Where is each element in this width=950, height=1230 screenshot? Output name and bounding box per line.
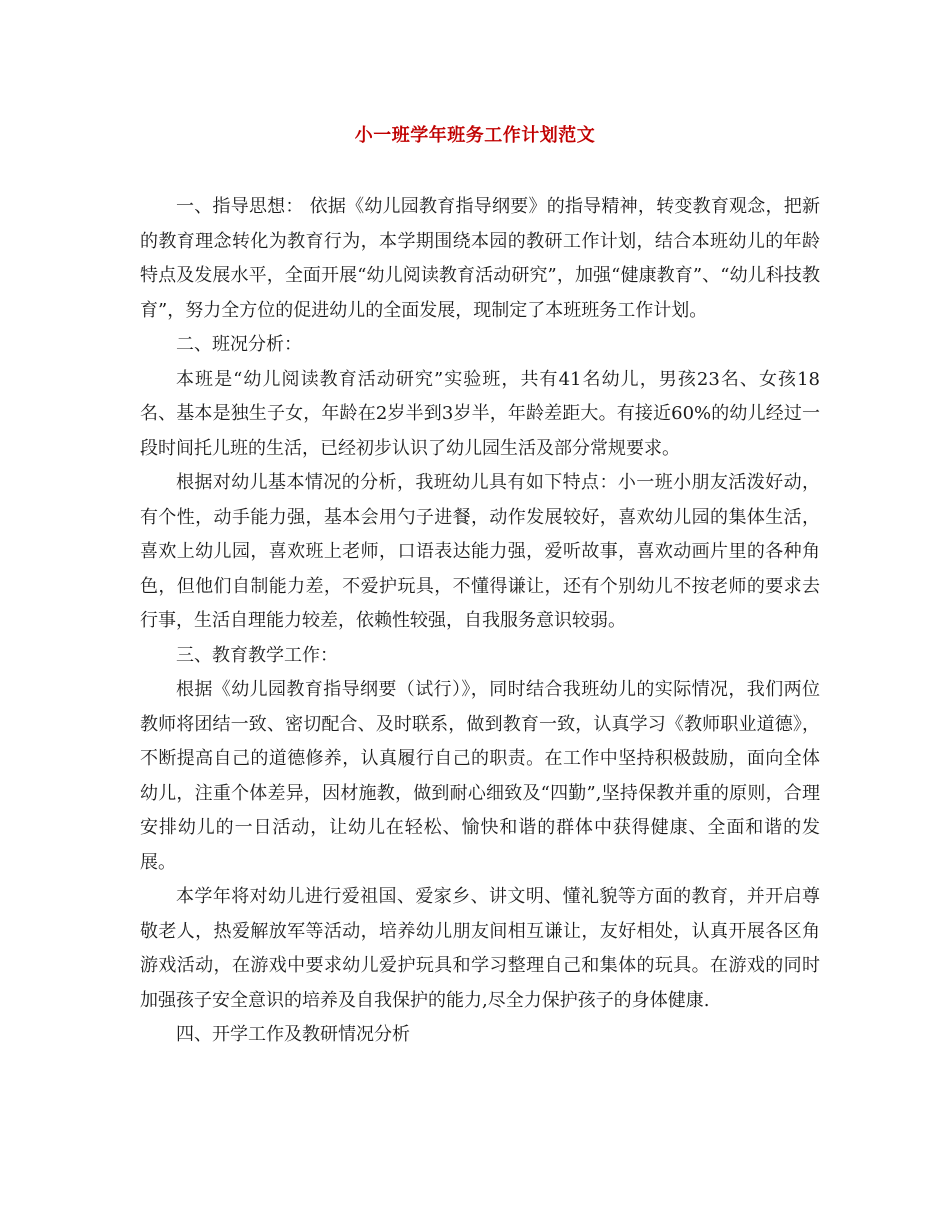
heading-opening-work: 四、开学工作及教研情况分析	[176, 1024, 410, 1045]
paragraph-year-education: 本学年将对幼儿进行爱祖国、爱家乡、讲文明、懂礼貌等方面的教育，并开启尊敬老人，热爱解放军等活动，培养幼儿朋友间相互谦让，友好相处，认真开展各区角游戏活动，在游戏中要求幼儿爱护玩具和学习整理自己和集体的玩具。在游戏的同时加强孩子安全意识的培养及自我保护的能力,尽全力保护孩子的身体健康.	[140, 886, 820, 1011]
paragraph-class-overview: 本班是“幼儿阅读教育活动研究”实验班，共有41名幼儿，男孩23名、女孩18名、基本是独生子女，年龄在2岁半到3岁半，年龄差距大。有接近60%的幼儿经过一段时间托儿班的生活，已经初步认识了幼儿园生活及部分常规要求。	[140, 368, 820, 459]
heading-class-analysis: 二、班况分析：	[176, 334, 302, 355]
document-body	[140, 190, 820, 1053]
paragraph-guiding-thought: 一、指导思想： 依据《幼儿园教育指导纲要》的指导精神，转变教育观念，把新的教育理念转化为教育行为，本学期围绕本园的教研工作计划，结合本班幼儿的年龄特点及发展水平，全面开展“幼儿阅读教育活动研究”，加强“健康教育”、“幼儿科技教育”，努力全方位的促进幼儿的全面发展，现制定了本班班务工作计划。	[140, 196, 820, 321]
paragraph-child-characteristics: 根据对幼儿基本情况的分析，我班幼儿具有如下特点：小一班小朋友活泼好动，有个性，动手能力强，基本会用勺子进餐，动作发展较好，喜欢幼儿园的集体生活，喜欢上幼儿园，喜欢班上老师，口语表达能力强，爱听故事，喜欢动画片里的各种角色，但他们自制能力差，不爱护玩具，不懂得谦让，还有个别幼儿不按老师的要求去行事，生活自理能力较差，依赖性较强，自我服务意识较弱。	[140, 472, 820, 631]
paragraph-teaching-principles: 根据《幼儿园教育指导纲要（试行）》，同时结合我班幼儿的实际情况，我们两位教师将团结一致、密切配合、及时联系，做到教育一致，认真学习《教师职业道德》，不断提高自己的道德修养，认真履行自己的职责。在工作中坚持积极鼓励，面向全体幼儿，注重个体差异，因材施教，做到耐心细致及“四勤”,坚持保教并重的原则，合理安排幼儿的一日活动，让幼儿在轻松、愉快和谐的群体中获得健康、全面和谐的发展。	[140, 679, 820, 873]
heading-teaching-work: 三、教育教学工作：	[176, 644, 338, 666]
document-title: 小一班学年班务工作计划范文	[354, 125, 596, 146]
